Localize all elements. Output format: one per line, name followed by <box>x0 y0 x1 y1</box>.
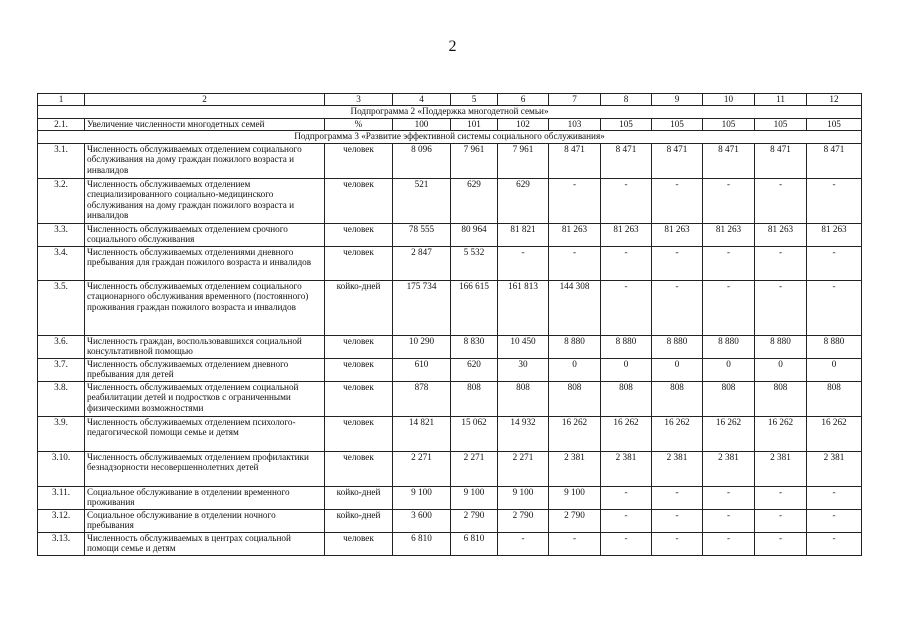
value-cell: - <box>652 280 703 335</box>
value-cell: 16 262 <box>755 416 807 451</box>
value-cell: 103 <box>549 119 601 131</box>
value-cell: 2 381 <box>807 451 862 486</box>
col-header: 3 <box>325 94 393 106</box>
value-cell: 30 <box>498 358 549 381</box>
value-cell: 14 821 <box>393 416 451 451</box>
value-cell: 8 471 <box>652 143 703 178</box>
value-cell: 808 <box>549 381 601 416</box>
unit-cell: человек <box>325 143 393 178</box>
value-cell: 2 271 <box>451 451 498 486</box>
value-cell: 0 <box>755 358 807 381</box>
row-number: 3.1. <box>38 143 85 178</box>
table-row <box>38 451 862 486</box>
value-cell: 521 <box>393 178 451 223</box>
col-header: 2 <box>85 94 325 106</box>
value-cell: 2 847 <box>393 246 451 280</box>
value-cell: 8 471 <box>703 143 755 178</box>
value-cell: 808 <box>601 381 652 416</box>
value-cell: - <box>703 178 755 223</box>
value-cell: - <box>807 532 862 555</box>
value-cell: - <box>755 178 807 223</box>
value-cell: 629 <box>451 178 498 223</box>
value-cell: 9 100 <box>549 486 601 509</box>
value-cell: 3 600 <box>393 509 451 532</box>
indicator-name: Численность обслуживаемых отделением срочного социального обслуживания <box>85 223 325 246</box>
value-cell: 16 262 <box>652 416 703 451</box>
value-cell: - <box>549 178 601 223</box>
value-cell: - <box>652 509 703 532</box>
unit-cell: % <box>325 119 393 131</box>
value-cell: 808 <box>807 381 862 416</box>
unit-cell: человек <box>325 246 393 280</box>
indicator-name: Социальное обслуживание в отделении временного проживания <box>85 486 325 509</box>
value-cell: - <box>498 246 549 280</box>
table-body <box>38 94 862 556</box>
column-number-row <box>38 94 862 106</box>
value-cell: 620 <box>451 358 498 381</box>
value-cell: 808 <box>755 381 807 416</box>
row-number: 3.13. <box>38 532 85 555</box>
value-cell: 808 <box>652 381 703 416</box>
value-cell: 2 790 <box>498 509 549 532</box>
value-cell: - <box>807 178 862 223</box>
unit-cell: человек <box>325 178 393 223</box>
value-cell: 2 381 <box>652 451 703 486</box>
value-cell: - <box>807 509 862 532</box>
value-cell: 808 <box>703 381 755 416</box>
value-cell: 808 <box>498 381 549 416</box>
value-cell: 0 <box>601 358 652 381</box>
value-cell: - <box>755 486 807 509</box>
unit-cell: человек <box>325 223 393 246</box>
col-header: 11 <box>755 94 807 106</box>
table-row <box>38 223 862 246</box>
value-cell: 16 262 <box>549 416 601 451</box>
indicator-name: Численность обслуживаемых отделениями дневного пребывания для граждан пожилого возраста и инвалидов <box>85 246 325 280</box>
value-cell: - <box>755 280 807 335</box>
row-number: 3.7. <box>38 358 85 381</box>
row-number: 3.5. <box>38 280 85 335</box>
value-cell: 81 263 <box>755 223 807 246</box>
value-cell: - <box>601 246 652 280</box>
value-cell: 16 262 <box>807 416 862 451</box>
value-cell: 81 263 <box>703 223 755 246</box>
value-cell: - <box>807 280 862 335</box>
value-cell: - <box>601 280 652 335</box>
value-cell: 0 <box>549 358 601 381</box>
value-cell: - <box>549 246 601 280</box>
indicator-name: Увеличение численности многодетных семей <box>85 119 325 131</box>
value-cell: 105 <box>601 119 652 131</box>
value-cell: 2 381 <box>601 451 652 486</box>
value-cell: - <box>703 532 755 555</box>
value-cell: 81 263 <box>549 223 601 246</box>
indicator-name: Численность обслуживаемых отделением социального стационарного обслуживания временного (постоянного) проживания граждан пожилого возраста и инвалидов <box>85 280 325 335</box>
value-cell: 8 880 <box>601 335 652 358</box>
value-cell: 9 100 <box>451 486 498 509</box>
value-cell: 80 964 <box>451 223 498 246</box>
value-cell: 100 <box>393 119 451 131</box>
table-row <box>38 358 862 381</box>
col-header: 8 <box>601 94 652 106</box>
value-cell: 878 <box>393 381 451 416</box>
value-cell: 175 734 <box>393 280 451 335</box>
indicator-name: Численность обслуживаемых в центрах социальной помощи семье и детям <box>85 532 325 555</box>
unit-cell: человек <box>325 335 393 358</box>
value-cell: - <box>807 486 862 509</box>
unit-cell: койко-дней <box>325 280 393 335</box>
value-cell: 14 932 <box>498 416 549 451</box>
table-row <box>38 532 862 555</box>
row-number: 3.11. <box>38 486 85 509</box>
unit-cell: человек <box>325 532 393 555</box>
col-header: 12 <box>807 94 862 106</box>
value-cell: 81 263 <box>807 223 862 246</box>
value-cell: 161 813 <box>498 280 549 335</box>
table-row <box>38 119 862 131</box>
value-cell: 10 290 <box>393 335 451 358</box>
value-cell: 144 308 <box>549 280 601 335</box>
indicators-table <box>37 93 862 556</box>
value-cell: - <box>601 509 652 532</box>
table-row <box>38 335 862 358</box>
value-cell: 105 <box>703 119 755 131</box>
row-number: 3.4. <box>38 246 85 280</box>
value-cell: 8 471 <box>549 143 601 178</box>
value-cell: 8 471 <box>755 143 807 178</box>
value-cell: - <box>703 509 755 532</box>
table-row <box>38 143 862 178</box>
indicator-name: Численность обслуживаемых отделением психолого-педагогической помощи семье и детям <box>85 416 325 451</box>
col-header: 7 <box>549 94 601 106</box>
indicator-name: Социальное обслуживание в отделении ночного пребывания <box>85 509 325 532</box>
row-number: 3.9. <box>38 416 85 451</box>
unit-cell: койко-дней <box>325 486 393 509</box>
value-cell: - <box>755 532 807 555</box>
value-cell: 2 381 <box>755 451 807 486</box>
unit-cell: человек <box>325 451 393 486</box>
indicator-name: Численность обслуживаемых отделением профилактики безнадзорности несовершеннолетних детей <box>85 451 325 486</box>
value-cell: 8 880 <box>652 335 703 358</box>
table-row <box>38 416 862 451</box>
value-cell: - <box>703 246 755 280</box>
value-cell: 610 <box>393 358 451 381</box>
value-cell: 6 810 <box>393 532 451 555</box>
value-cell: - <box>549 532 601 555</box>
value-cell: 5 532 <box>451 246 498 280</box>
col-header: 1 <box>38 94 85 106</box>
section-row <box>38 106 862 119</box>
value-cell: 8 880 <box>755 335 807 358</box>
row-number: 2.1. <box>38 119 85 131</box>
unit-cell: человек <box>325 358 393 381</box>
indicator-name: Численность обслуживаемых отделением социального обслуживания на дому граждан пожилого возраста и инвалидов <box>85 143 325 178</box>
row-number: 3.3. <box>38 223 85 246</box>
section-title: Подпрограмма 2 «Поддержка многодетной семьи» <box>38 106 862 119</box>
value-cell: 105 <box>652 119 703 131</box>
table-row <box>38 178 862 223</box>
value-cell: 8 880 <box>807 335 862 358</box>
value-cell: 2 271 <box>393 451 451 486</box>
col-header: 5 <box>451 94 498 106</box>
value-cell: 102 <box>498 119 549 131</box>
col-header: 4 <box>393 94 451 106</box>
row-number: 3.12. <box>38 509 85 532</box>
value-cell: 16 262 <box>601 416 652 451</box>
row-number: 3.2. <box>38 178 85 223</box>
value-cell: 8 880 <box>549 335 601 358</box>
row-number: 3.6. <box>38 335 85 358</box>
unit-cell: человек <box>325 416 393 451</box>
value-cell: 8 830 <box>451 335 498 358</box>
table-row <box>38 486 862 509</box>
value-cell: 9 100 <box>393 486 451 509</box>
value-cell: 8 471 <box>601 143 652 178</box>
value-cell: 15 062 <box>451 416 498 451</box>
value-cell: 0 <box>652 358 703 381</box>
row-number: 3.8. <box>38 381 85 416</box>
value-cell: - <box>755 246 807 280</box>
value-cell: 9 100 <box>498 486 549 509</box>
col-header: 9 <box>652 94 703 106</box>
value-cell: 8 880 <box>703 335 755 358</box>
value-cell: 81 263 <box>601 223 652 246</box>
value-cell: - <box>601 178 652 223</box>
row-number: 3.10. <box>38 451 85 486</box>
section-row <box>38 130 862 143</box>
value-cell: - <box>601 486 652 509</box>
value-cell: - <box>703 280 755 335</box>
value-cell: 629 <box>498 178 549 223</box>
value-cell: 8 096 <box>393 143 451 178</box>
value-cell: 10 450 <box>498 335 549 358</box>
value-cell: 16 262 <box>703 416 755 451</box>
value-cell: 7 961 <box>451 143 498 178</box>
col-header: 10 <box>703 94 755 106</box>
value-cell: - <box>601 532 652 555</box>
table-row <box>38 381 862 416</box>
value-cell: 105 <box>807 119 862 131</box>
value-cell: 2 790 <box>549 509 601 532</box>
value-cell: 2 271 <box>498 451 549 486</box>
value-cell: 2 790 <box>451 509 498 532</box>
unit-cell: человек <box>325 381 393 416</box>
unit-cell: койко-дней <box>325 509 393 532</box>
value-cell: - <box>498 532 549 555</box>
value-cell: 0 <box>703 358 755 381</box>
table-row <box>38 246 862 280</box>
value-cell: - <box>755 509 807 532</box>
value-cell: 166 615 <box>451 280 498 335</box>
value-cell: 81 263 <box>652 223 703 246</box>
value-cell: 2 381 <box>549 451 601 486</box>
value-cell: 2 381 <box>703 451 755 486</box>
value-cell: - <box>652 532 703 555</box>
value-cell: 101 <box>451 119 498 131</box>
value-cell: 0 <box>807 358 862 381</box>
value-cell: 7 961 <box>498 143 549 178</box>
value-cell: 78 555 <box>393 223 451 246</box>
indicator-name: Численность обслуживаемых отделением социальной реабилитации детей и подростков с ограниченными физическими возможностями <box>85 381 325 416</box>
value-cell: 105 <box>755 119 807 131</box>
value-cell: - <box>652 246 703 280</box>
section-title: Подпрограмма 3 «Развитие эффективной системы социального обслуживания» <box>38 130 862 143</box>
value-cell: - <box>807 246 862 280</box>
value-cell: - <box>703 486 755 509</box>
page-number: 2 <box>448 38 457 55</box>
indicator-name: Численность обслуживаемых отделением дневного пребывания для детей <box>85 358 325 381</box>
value-cell: 81 821 <box>498 223 549 246</box>
value-cell: 6 810 <box>451 532 498 555</box>
indicator-name: Численность граждан, воспользовавшихся социальной консультативной помощью <box>85 335 325 358</box>
value-cell: 808 <box>451 381 498 416</box>
value-cell: 8 471 <box>807 143 862 178</box>
table-row <box>38 509 862 532</box>
value-cell: - <box>652 178 703 223</box>
indicator-name: Численность обслуживаемых отделением специализированного социально-медицинского обслуживания на дому граждан пожилого возраста и инвалидов <box>85 178 325 223</box>
value-cell: - <box>652 486 703 509</box>
col-header: 6 <box>498 94 549 106</box>
table-row <box>38 280 862 335</box>
